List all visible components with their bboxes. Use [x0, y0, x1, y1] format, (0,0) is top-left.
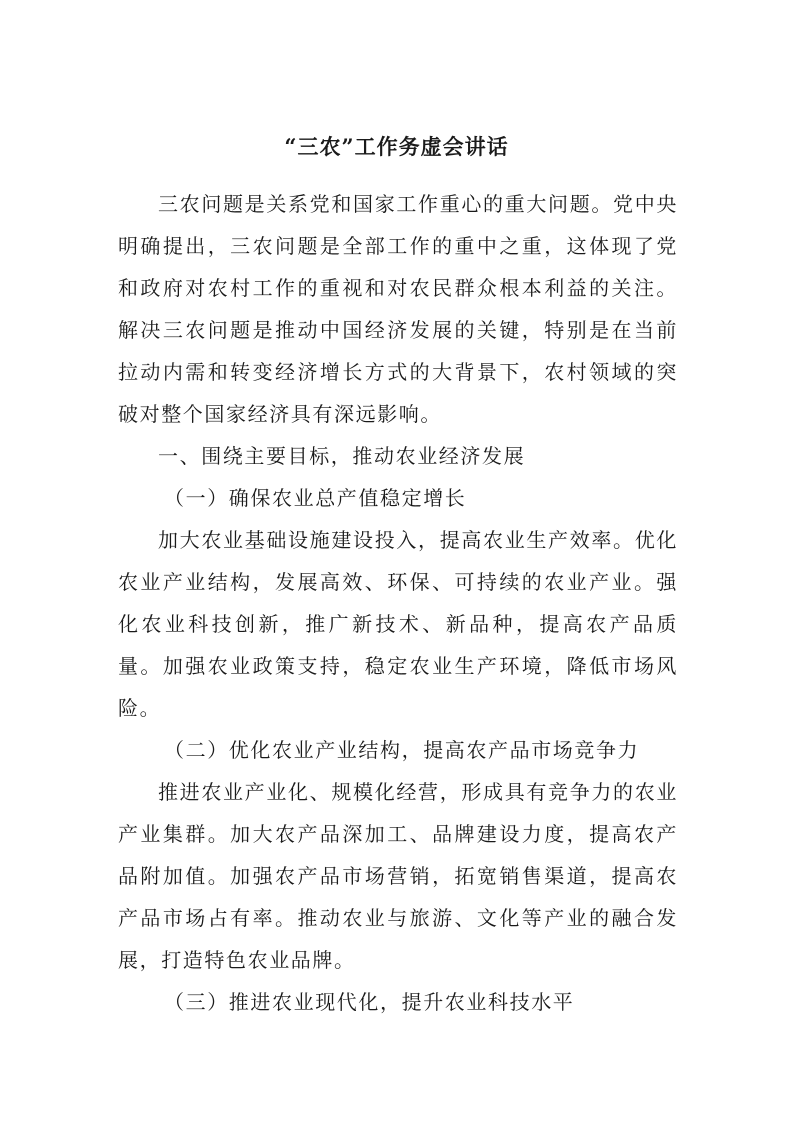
subsection-1-heading: （一）确保农业总产值稳定增长 [164, 486, 467, 510]
subsection-3-heading: （三）推进农业现代化，提升农业科技水平 [164, 990, 575, 1014]
document-title: “三农”工作务虚会讲话 [284, 134, 509, 159]
document-body [118, 183, 678, 1023]
subsection-1-paragraph: 加大农业基础设施建设投入，提高农业生产效率。优化农业产业结构，发展高效、环保、可持续的农业产业。强化农业科技创新，推广新技术、新品种，提高农产品质量。加强农业政策支持，稳定农业生产环境，降低市场风险。 [118, 528, 678, 720]
subsection-2-heading: （二）优化农业产业结构，提高农产品市场竞争力 [164, 738, 640, 762]
section-1-heading: 一、围绕主要目标，推动农业经济发展 [158, 444, 526, 468]
subsection-2-paragraph: 推进农业产业化、规模化经营，形成具有竞争力的农业产业集群。加大农产品深加工、品牌建设力度，提高农产品附加值。加强农产品市场营销，拓宽销售渠道，提高农产品市场占有率。推动农业与旅游、文化等产业的融合发展，打造特色农业品牌。 [118, 780, 678, 972]
intro-paragraph: 三农问题是关系党和国家工作重心的重大问题。党中央明确提出，三农问题是全部工作的重中之重，这体现了党和政府对农村工作的重视和对农民群众根本利益的关注。解决三农问题是推动中国经济发展的关键，特别是在当前拉动内需和转变经济增长方式的大背景下，农村领域的突破对整个国家经济具有深远影响。 [118, 192, 678, 426]
